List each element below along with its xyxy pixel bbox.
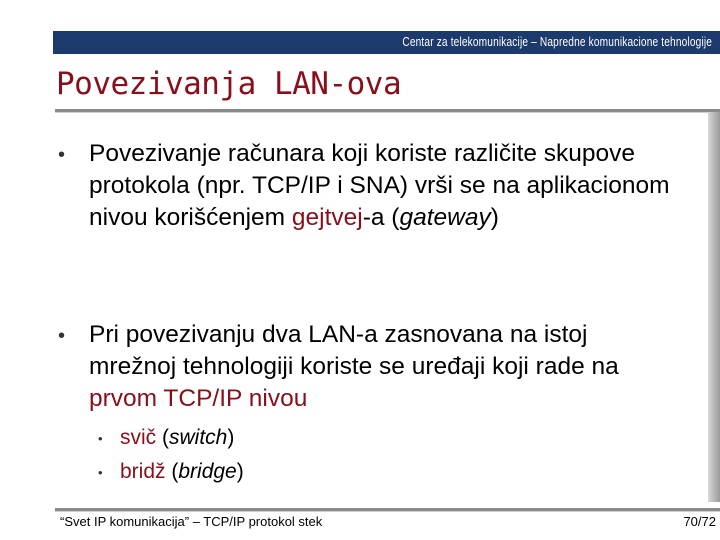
right-frame-bar bbox=[708, 112, 720, 502]
bullet-1-italic: gateway bbox=[399, 204, 491, 231]
header-text: Centar za telekomunikacije – Napredne komunikacione tehnologije bbox=[402, 34, 712, 49]
bullet-2-text: Pri povezivanju dva LAN-a zasnovana na istoj mrežnoj tehnologiji koriste se uređaji koji rade na bbox=[89, 321, 619, 380]
bullet-1-text: Povezivanje računara koji koriste različite skupove protokola (npr. TCP/IP i SNA) vrši se na aplikacionom nivou korišćenjem bbox=[89, 140, 670, 231]
sub-item-end: ) bbox=[236, 460, 244, 483]
sub-item-bridge bbox=[120, 459, 244, 485]
bullet-text-2 bbox=[89, 319, 674, 415]
sub-item-highlight: bridž bbox=[120, 460, 166, 483]
bullet-1-highlight: gejtvej bbox=[291, 204, 363, 231]
header-band bbox=[53, 31, 720, 54]
sub-item-highlight: svič bbox=[120, 426, 157, 449]
sub-item-switch bbox=[120, 425, 234, 451]
bullet-marker: • bbox=[58, 325, 66, 347]
sub-bullet-marker: • bbox=[98, 431, 103, 446]
sub-bullet-marker: • bbox=[98, 465, 103, 480]
bullet-text-1 bbox=[89, 138, 674, 234]
bullet-2-highlight: prvom TCP/IP nivou bbox=[89, 385, 308, 412]
title-divider bbox=[55, 109, 720, 112]
bullet-marker: • bbox=[58, 144, 66, 166]
sub-item-end: ) bbox=[227, 426, 235, 449]
sub-item-text: ( bbox=[156, 426, 169, 449]
page-number: 70/72 bbox=[683, 514, 716, 529]
slide-title: Povezivanja LAN-ova bbox=[56, 66, 402, 102]
footer-divider bbox=[55, 508, 720, 511]
bullet-1-suffix: -a ( bbox=[362, 204, 400, 231]
sub-item-text: ( bbox=[165, 460, 179, 483]
bullet-1-end: ) bbox=[490, 204, 499, 231]
sub-item-italic: bridge bbox=[178, 460, 237, 483]
sub-item-italic: switch bbox=[169, 426, 228, 449]
footer-caption: “Svet IP komunikacija” – TCP/IP protokol stek bbox=[60, 514, 323, 529]
